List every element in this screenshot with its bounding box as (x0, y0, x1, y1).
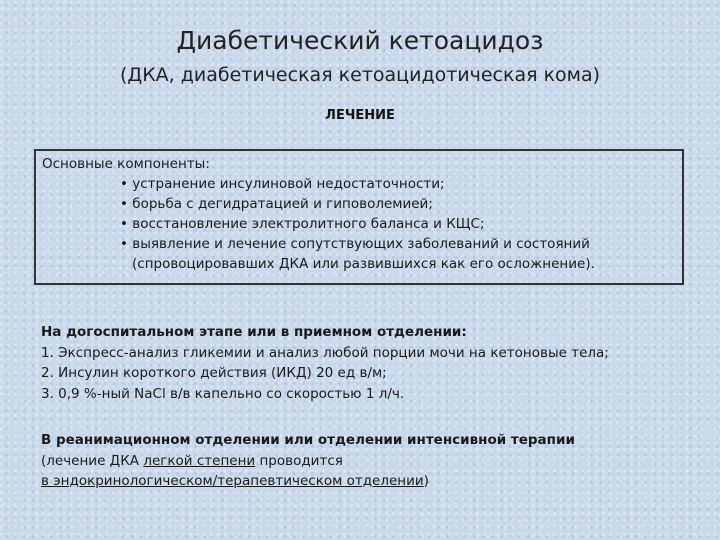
icu-note-prefix: (лечение ДКА (41, 452, 144, 469)
list-item-continuation: (спровоцировавших ДКА или развившихся как его осложнение). (132, 256, 595, 272)
slide-title: Диабетический кетоацидоз (176, 26, 544, 55)
icu-note-middle: проводится (255, 452, 343, 469)
icu-heading: В реанимационном отделении или отделении интенсивной терапии (41, 432, 575, 448)
components-box (34, 149, 684, 285)
list-item: • выявление и лечение сопутствующих заболеваний и состояний (120, 236, 590, 252)
components-heading: Основные компоненты: (42, 156, 210, 172)
prehospital-step: 2. Инсулин короткого действия (ИКД) 20 ед в/м; (41, 365, 387, 381)
prehospital-step: 1. Экспресс-анализ гликемии и анализ любой порции мочи на кетоновые тела; (41, 344, 609, 361)
prehospital-heading: На догоспитальном этапе или в приемном отделении: (41, 324, 467, 340)
list-item: • борьба с дегидратацией и гиповолемией; (120, 196, 433, 212)
list-item: • устранение инсулиновой недостаточности; (120, 176, 445, 192)
section-label: ЛЕЧЕНИЕ (325, 108, 395, 123)
icu-note-underlined: легкой степени (143, 452, 256, 469)
icu-note-line-2 (41, 471, 575, 492)
icu-note-suffix: ) (423, 473, 429, 489)
components-list (42, 174, 676, 274)
list-item: • восстановление электролитного баланса и КЩС; (120, 216, 485, 232)
icu-note-line-1 (41, 451, 575, 472)
icu-block (41, 430, 575, 492)
slide-subtitle: (ДКА, диабетическая кетоацидотическая кома) (119, 64, 601, 86)
icu-note-underlined: в эндокринологическом/терапевтическом отделении (41, 473, 424, 489)
prehospital-step: 3. 0,9 %-ный NaCl в/в капельно со скоростью 1 л/ч. (41, 385, 405, 402)
prehospital-block (41, 322, 609, 404)
